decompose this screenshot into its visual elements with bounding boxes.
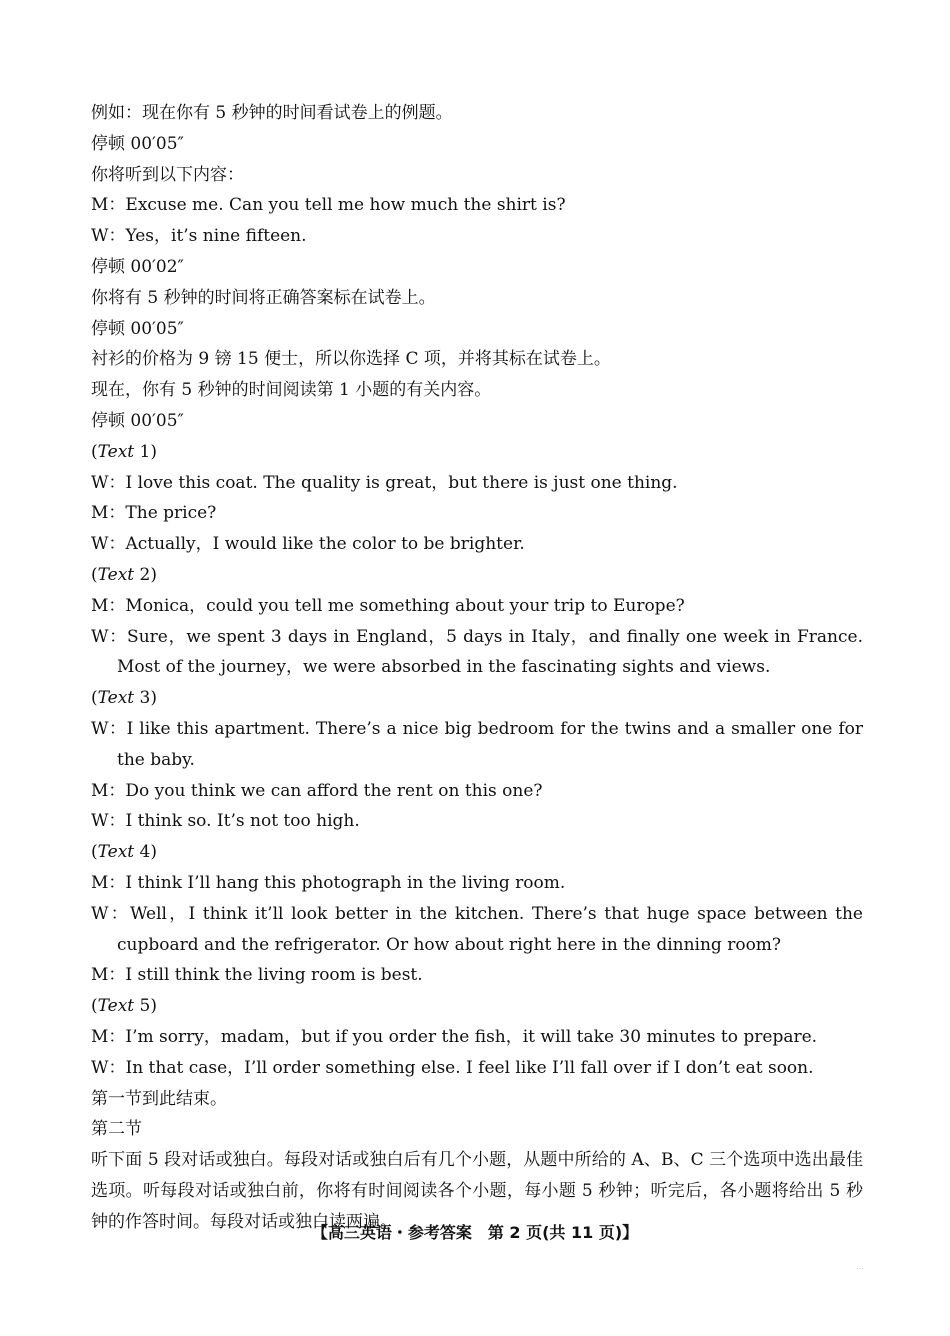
intro-line: 现在，你有 5 秒钟的时间阅读第 1 小题的有关内容。 bbox=[91, 380, 492, 401]
text-label: (Text 3) bbox=[91, 688, 158, 709]
dialogue-turn: W：I love this coat. The quality is great，but there is just one thing. bbox=[91, 472, 678, 493]
dialogue-turn: W：Actually，I would like the color to be brighter. bbox=[91, 534, 525, 555]
dialogue-turn: W：I think so. It’s not too high. bbox=[91, 811, 360, 832]
text-label-num: 3 bbox=[139, 688, 151, 709]
intro-line: 你将听到以下内容： bbox=[91, 164, 244, 185]
text-label-word: Text bbox=[97, 564, 135, 585]
text-label: (Text 5) bbox=[91, 996, 158, 1017]
intro-line: 停顿 00′05″ bbox=[91, 410, 184, 431]
dialogue-turn: M：Monica，could you tell me something about your trip to Europe? bbox=[91, 595, 685, 616]
intro-line: 衬衫的价格为 9 镑 15 便士，所以你选择 C 项，并将其标在试卷上。 bbox=[91, 349, 611, 370]
dialogue-turn: M：I still think the living room is best. bbox=[91, 965, 423, 986]
section-heading: 第二节 bbox=[91, 1119, 142, 1140]
text-label-num: 4 bbox=[139, 842, 151, 863]
dialogue-turn: M：I think I’ll hang this photograph in the living room. bbox=[91, 872, 566, 893]
intro-line: M：Excuse me. Can you tell me how much the shirt is? bbox=[91, 195, 566, 216]
intro-line: 例如：现在你有 5 秒钟的时间看试卷上的例题。 bbox=[91, 103, 453, 123]
text-label-num: 5 bbox=[139, 996, 151, 1017]
dialogue-turn: M：The price? bbox=[91, 503, 217, 524]
text-label: (Text 2) bbox=[91, 564, 158, 585]
text-label-word: Text bbox=[97, 441, 135, 462]
text-label-num: 1 bbox=[139, 441, 151, 462]
intro-line: 你将有 5 秒钟的时间将正确答案标在试卷上。 bbox=[91, 287, 436, 308]
text-label: (Text 4) bbox=[91, 842, 158, 863]
text-label-word: Text bbox=[97, 842, 135, 863]
dialogue-turn: M：I’m sorry，madam，but if you order the fish，it will take 30 minutes to prepare. bbox=[91, 1026, 818, 1047]
section-end-line: 第一节到此结束。 bbox=[91, 1088, 227, 1109]
text-label: (Text 1) bbox=[91, 441, 158, 462]
intro-line: 停顿 00′05″ bbox=[91, 318, 184, 339]
text-label-num: 2 bbox=[139, 564, 151, 585]
dialogue-turn: W：I like this apartment. There’s a nice big bedroom for the twins and a smaller one for the baby. bbox=[91, 718, 863, 770]
footer-mark: ... bbox=[856, 1262, 864, 1271]
dialogue-turn: W：Sure，we spent 3 days in England，5 days in Italy，and finally one week in France. Most of the journey，we were absorbed in the fascinating sights and views. bbox=[91, 626, 863, 678]
transcript-body bbox=[91, 98, 863, 1237]
page-footer: 【高三英语・参考答案 第 2 页(共 11 页)】 bbox=[311, 1223, 639, 1242]
text-label-word: Text bbox=[97, 688, 135, 709]
dialogue-turn: W：Well，I think it’ll look better in the kitchen. There’s that huge space between the cupboard and the refrigerator. Or how about right here in the dinning room? bbox=[91, 903, 863, 955]
dialogue-turn: W：In that case，I’ll order something else. I feel like I’ll fall over if I don’t eat soon. bbox=[91, 1057, 814, 1078]
instructions-paragraph: 听下面 5 段对话或独白。每段对话或独白后有几个小题，从题中所给的 A、B、C 三个选项中选出最佳选项。听每段对话或独白前，你将有时间阅读各个小题，每小题 5 秒钟；听完后，各小题将给出 5 秒钟的作答时间。每段对话或独白读两遍。 bbox=[91, 1150, 863, 1232]
intro-line: 停顿 00′02″ bbox=[91, 256, 184, 277]
text-label-word: Text bbox=[97, 996, 135, 1017]
dialogue-turn: M：Do you think we can afford the rent on this one? bbox=[91, 780, 543, 801]
intro-line: 停顿 00′05″ bbox=[91, 133, 184, 154]
intro-line: W：Yes，it’s nine fifteen. bbox=[91, 226, 307, 247]
